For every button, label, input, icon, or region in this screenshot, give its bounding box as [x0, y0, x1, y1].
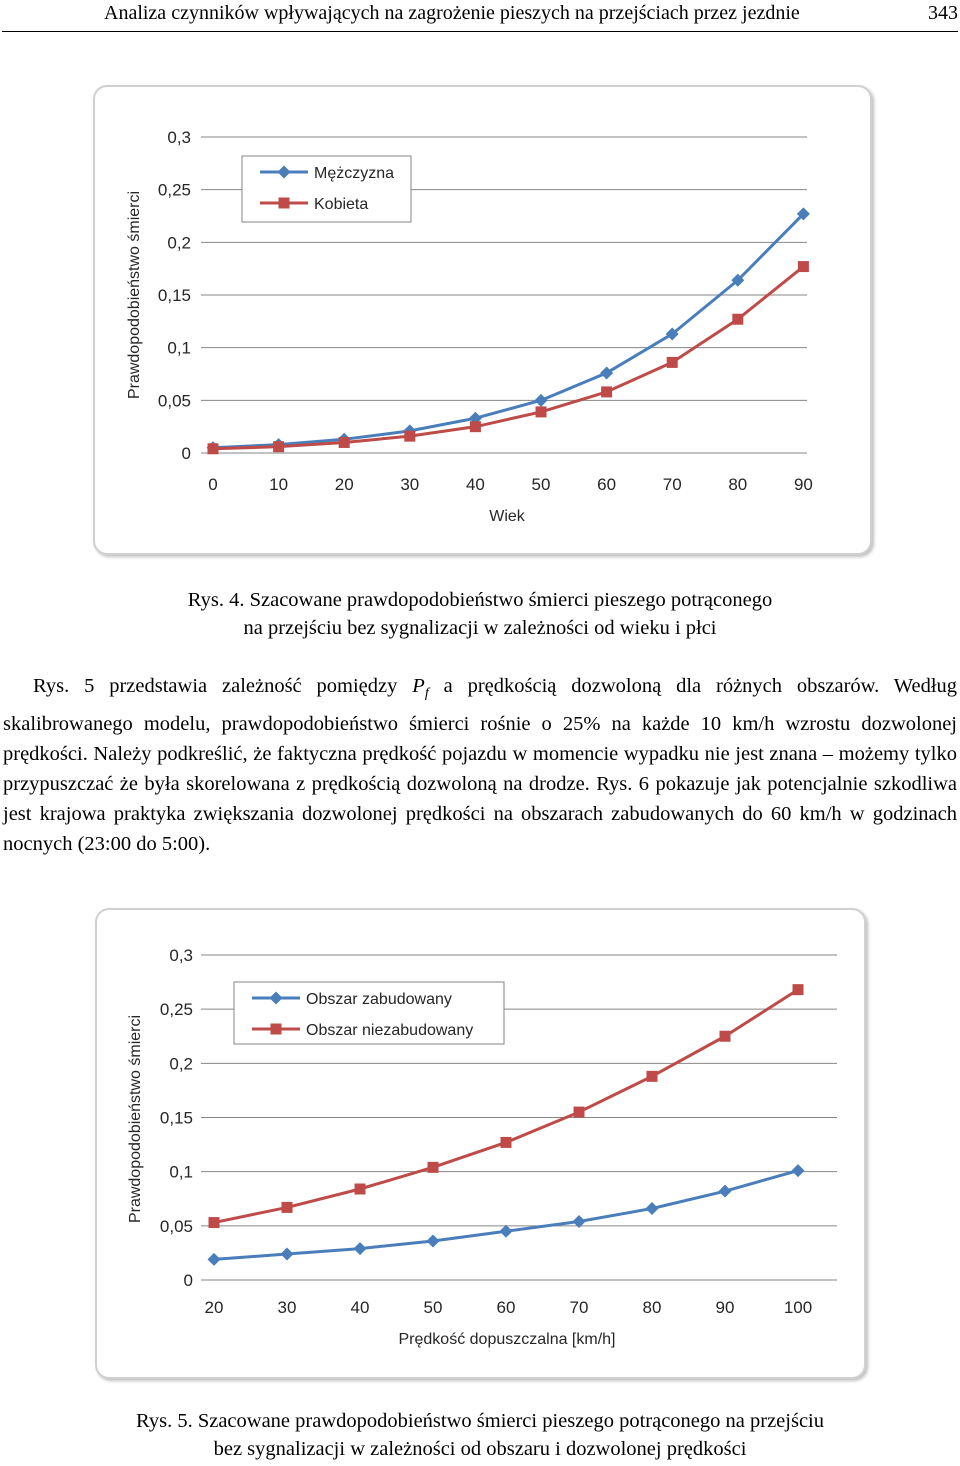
data-point [500, 1225, 513, 1238]
y-tick-label: 0,15 [157, 286, 191, 305]
y-tick-label: 0,3 [167, 128, 191, 147]
y-tick-label: 0,1 [167, 338, 191, 358]
y-tick-label: 0 [181, 444, 191, 463]
x-axis-title: Wiek [489, 508, 525, 525]
x-tick-label: 80 [642, 1298, 662, 1317]
y-tick-label: 0 [183, 1271, 193, 1290]
data-point [732, 314, 743, 325]
y-tick-label: 0,2 [167, 233, 191, 253]
x-tick-label: 80 [728, 475, 748, 494]
data-point [281, 1248, 294, 1261]
data-point [501, 1137, 512, 1148]
y-tick-label: 0,2 [169, 1054, 193, 1074]
legend-label: Kobieta [314, 196, 369, 213]
figure-4-caption [0, 586, 960, 642]
data-point [339, 437, 350, 448]
legend-label: Obszar niezabudowany [306, 1022, 474, 1039]
pf-symbol: $P_f$ [412, 675, 429, 702]
x-tick-label: 100 [783, 1298, 813, 1317]
data-point [536, 406, 547, 417]
header-rule [2, 31, 958, 32]
paragraph-intro: Rys. 5 przedstawia zależność pomiędzy [33, 675, 398, 697]
data-point [208, 1253, 221, 1266]
data-point [427, 1235, 440, 1248]
data-point [667, 357, 678, 368]
figure-5-chart-svg [97, 910, 868, 1381]
data-point [792, 1164, 805, 1177]
data-point [354, 1242, 367, 1255]
running-header-title: Analiza czynników wpływających na zagrożenie pieszych na przejściach przez jezdnie [104, 2, 800, 24]
x-tick-label: 50 [531, 475, 551, 494]
y-tick-label: 0,15 [159, 1108, 193, 1128]
page-number: 343 [928, 2, 958, 24]
y-axis-title: Prawdopodobieństwo śmierci [127, 1014, 144, 1224]
y-tick-label: 0,05 [159, 1216, 193, 1236]
figure-5-caption-line1: Rys. 5. Szacowane prawdopodobieństwo śmierci pieszego potrąconego na przejściu [135, 1410, 824, 1432]
legend-marker [279, 198, 290, 209]
data-point [470, 421, 481, 432]
x-tick-label: 30 [277, 1298, 297, 1317]
data-point [282, 1202, 293, 1213]
x-tick-label: 10 [269, 475, 289, 494]
x-tick-label: 70 [662, 475, 682, 494]
data-point [647, 1071, 658, 1082]
x-axis-title: Prędkość dopuszczalna [km/h] [398, 1331, 616, 1348]
data-point [535, 394, 548, 407]
y-tick-label: 0,25 [157, 180, 191, 200]
x-tick-label: 0 [208, 475, 218, 494]
data-point [601, 386, 612, 397]
data-point [428, 1162, 439, 1173]
y-axis-title: Prawdopodobieństwo śmierci [126, 190, 143, 400]
figure-5-caption [0, 1407, 960, 1463]
data-point [798, 261, 809, 272]
data-point [719, 1185, 732, 1198]
body-paragraph [3, 671, 957, 859]
legend-marker [271, 1024, 282, 1035]
series-line [213, 214, 803, 448]
x-tick-label: 40 [350, 1298, 370, 1317]
x-tick-label: 40 [465, 475, 485, 494]
data-point [600, 366, 613, 379]
figure-4-chart [93, 85, 872, 555]
figure-4-caption-line2: na przejściu bez sygnalizacji w zależności od wieku i płci [243, 617, 717, 639]
figure-4-chart-svg [95, 87, 874, 557]
x-tick-label: 70 [569, 1298, 589, 1317]
data-point [720, 1031, 731, 1042]
data-point [273, 441, 284, 452]
x-tick-label: 50 [423, 1298, 443, 1317]
series-line [213, 267, 803, 449]
data-point [404, 431, 415, 442]
data-point [646, 1202, 659, 1215]
data-point [209, 1217, 220, 1228]
y-tick-label: 0,25 [159, 1000, 193, 1020]
data-point [208, 443, 219, 454]
data-point [355, 1184, 366, 1195]
legend-label: Obszar zabudowany [306, 991, 452, 1008]
x-tick-label: 30 [400, 475, 420, 494]
series-line [214, 1171, 798, 1260]
figure-5-chart [95, 908, 866, 1379]
figure-4-caption-line1: Rys. 4. Szacowane prawdopodobieństwo śmierci pieszego potrąconego [187, 589, 773, 611]
y-tick-label: 0,05 [157, 391, 191, 411]
y-tick-label: 0,1 [169, 1162, 193, 1182]
y-tick-label: 0,3 [169, 946, 193, 965]
running-header [0, 0, 960, 34]
figure-5-caption-line2: bez sygnalizacji w zależności od obszaru i dozwolonej prędkości [213, 1438, 747, 1460]
data-point [793, 984, 804, 995]
x-tick-label: 90 [715, 1298, 735, 1317]
x-tick-label: 20 [204, 1298, 224, 1317]
legend-label: Mężczyzna [314, 165, 395, 182]
x-tick-label: 60 [597, 475, 617, 494]
data-point [574, 1107, 585, 1118]
paragraph-rest: a prędkością dozwoloną dla różnych obszarów. Według skalibrowanego modelu, prawdopodobieństwo śmierci rośnie o 25% na każde 10 km/h wzrostu dozwolonej prędkości. Należy podkreślić, że faktyczna prędkość pojazdu w momencie wypadku nie jest znana – możemy tylko przypuszczać że była skorelowana z prędkością dozwoloną na drodze. Rys. 6 pokazuje jak potencjalnie szkodliwa jest krajowa praktyka zwiększania dozwolonej prędkości na obszarach zabudowanych do 60 km/h w godzinach nocnych (23:00 do 5:00). [3, 675, 958, 856]
x-tick-label: 60 [496, 1298, 516, 1317]
x-tick-label: 20 [334, 475, 354, 494]
x-tick-label: 90 [793, 475, 813, 494]
